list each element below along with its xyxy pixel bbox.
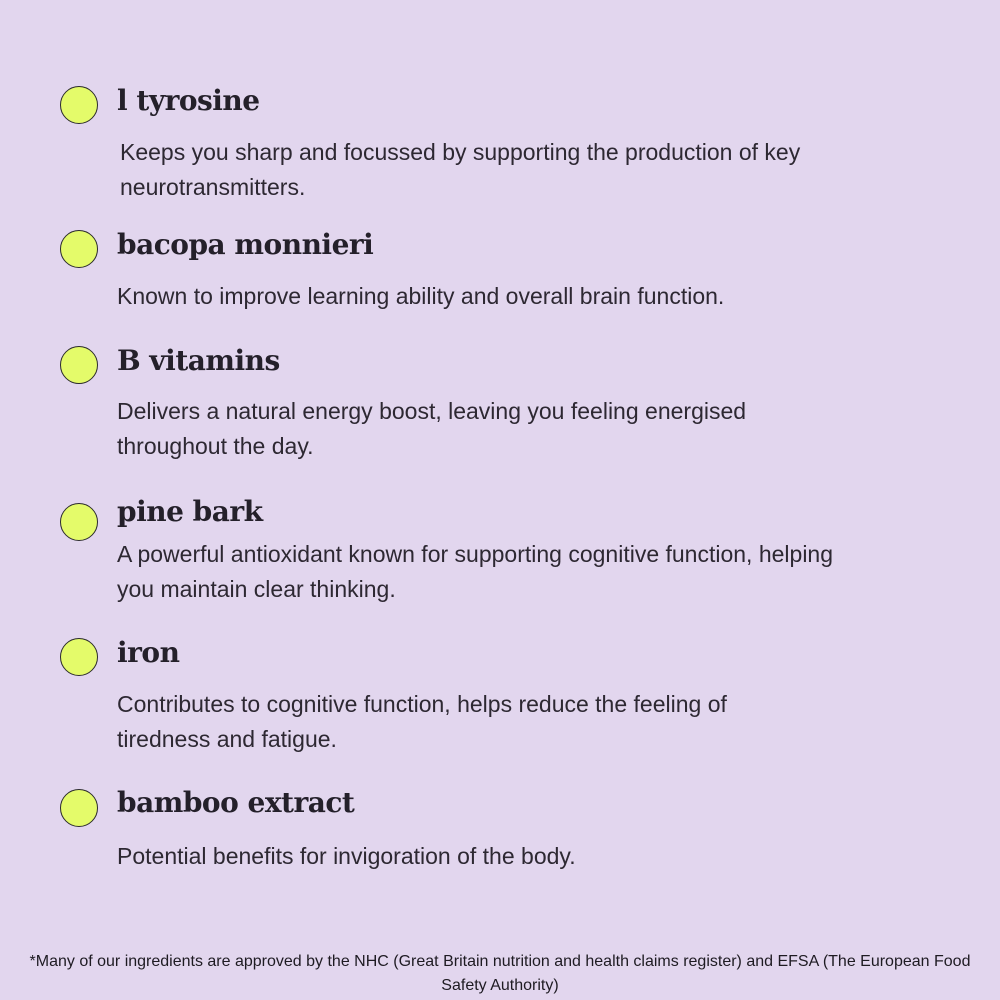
ingredient-name: B vitamins [117, 344, 280, 377]
bullet-circle-icon [60, 503, 98, 541]
ingredient-name: pine bark [117, 495, 263, 528]
ingredient-name: bamboo extract [117, 786, 355, 819]
ingredient-description: Keeps you sharp and focussed by supporting the production of key neurotransmitters. [120, 139, 801, 200]
ingredient-name: l tyrosine [117, 84, 260, 117]
ingredient-name: iron [117, 636, 180, 669]
bullet-circle-icon [60, 638, 98, 676]
ingredient-description: Contributes to cognitive function, helps reduce the feeling of tiredness and fatigue. [117, 691, 727, 752]
bullet-circle-icon [60, 230, 98, 268]
bullet-circle-icon [60, 346, 98, 384]
footnote: *Many of our ingredients are approved by the NHC (Great Britain nutrition and health claims register) and EFSA (The European Food Safety Authority) [29, 953, 971, 994]
bullet-circle-icon [60, 86, 98, 124]
ingredient-description: Known to improve learning ability and overall brain function. [117, 283, 725, 309]
ingredient-description: A powerful antioxidant known for supporting cognitive function, helping you maintain clear thinking. [117, 541, 834, 602]
ingredient-description: Potential benefits for invigoration of the body. [117, 843, 576, 869]
ingredient-description: Delivers a natural energy boost, leaving you feeling energised throughout the day. [117, 398, 747, 459]
ingredient-name: bacopa monnieri [117, 228, 374, 261]
bullet-circle-icon [60, 789, 98, 827]
